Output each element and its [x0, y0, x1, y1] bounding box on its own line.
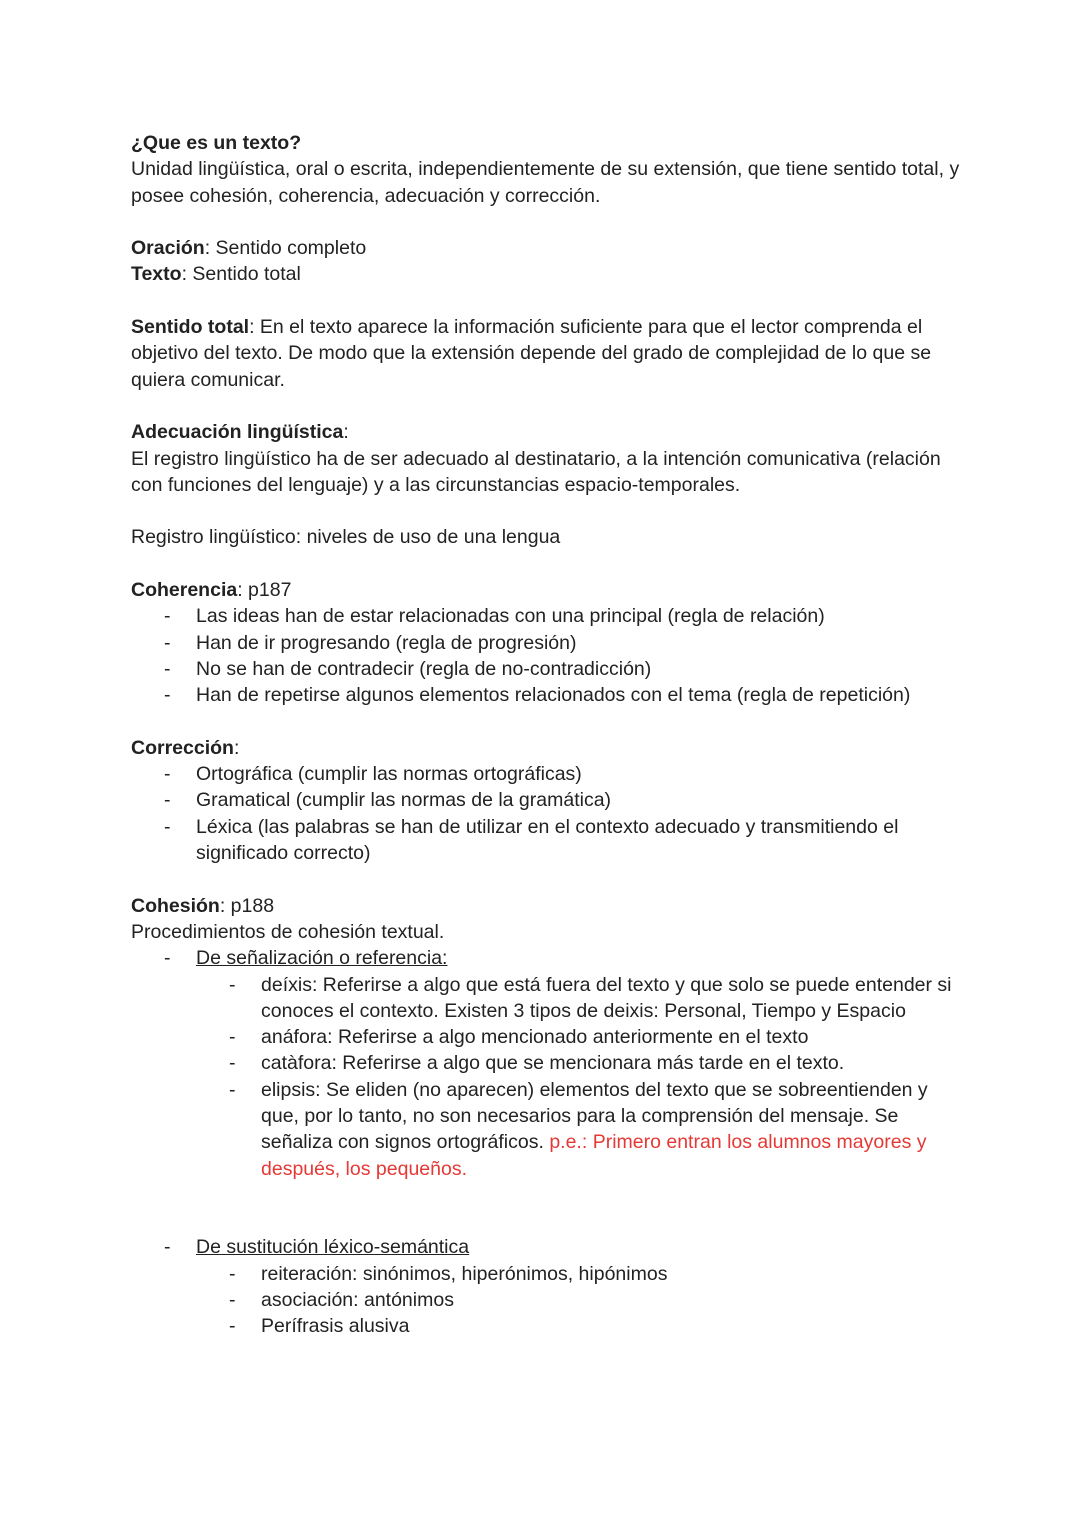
- list-item: [131, 656, 961, 682]
- dash-bullet: -: [229, 1052, 236, 1075]
- cohesion-list: [131, 945, 961, 1182]
- list-item: [196, 972, 961, 1025]
- correccion-colon: :: [233, 736, 240, 759]
- list-item-text: catàfora: Referirse a algo que se mencionara más tarde en el texto.: [261, 1052, 845, 1075]
- dash-bullet: -: [164, 631, 171, 654]
- sustitucion-list: [196, 1261, 961, 1340]
- dash-bullet: -: [164, 815, 171, 838]
- list-item-text: Han de ir progresando (regla de progresión): [196, 631, 577, 654]
- sentido-term: Sentido total: [131, 316, 250, 339]
- coherencia-list: [131, 603, 961, 708]
- adecuacion-colon: :: [343, 421, 349, 444]
- dash-bullet: -: [164, 1236, 171, 1259]
- section-title-texto: ¿Que es un texto?: [131, 132, 302, 154]
- list-item-text: asociación: antónimos: [261, 1289, 454, 1312]
- group-heading: De señalización o referencia:: [196, 947, 448, 970]
- dash-bullet: -: [229, 1262, 236, 1285]
- dash-bullet: -: [229, 973, 236, 996]
- list-item-elipsis: [196, 1077, 961, 1182]
- cohesion-def: : p188: [219, 894, 275, 917]
- adecuacion-text: El registro lingüístico ha de ser adecuado al destinatario, a la intención comunicativa (relación con funciones del lenguaje) y a las circunstancias espacio-temporales.: [131, 447, 941, 496]
- list-item-text: reiteración: sinónimos, hiperónimos, hipónimos: [261, 1262, 668, 1285]
- group-heading: De sustitución léxico-semántica: [196, 1236, 470, 1259]
- dash-bullet: -: [164, 684, 171, 707]
- correccion-list: [131, 761, 961, 866]
- list-item-text: Ortográfica (cumplir las normas ortográficas): [196, 763, 582, 786]
- list-item-text: Léxica (las palabras se han de utilizar en el contexto adecuado y transmitiendo el significado correcto): [196, 815, 899, 865]
- oracion-def: : Sentido completo: [204, 237, 367, 260]
- list-item: [131, 603, 961, 629]
- cohesion-group-senalizacion: [131, 945, 961, 1182]
- dash-bullet: -: [164, 657, 171, 680]
- dash-bullet: -: [229, 1289, 236, 1312]
- dash-bullet: -: [229, 1078, 236, 1101]
- cohesion-list-2: [131, 1234, 961, 1339]
- list-item: [131, 682, 961, 708]
- list-item: [196, 1313, 961, 1339]
- cohesion-group-sustitucion: [131, 1234, 961, 1339]
- dash-bullet: -: [164, 605, 171, 628]
- oracion-line: [131, 235, 961, 261]
- oracion-term: Oración: [131, 237, 205, 260]
- elipsis-text: elipsis: Se eliden (no aparecen) elementos del texto que se sobreentienden y que, por lo tanto, no son necesarios para la comprensión del mensaje. Se señaliza con signos ortográficos.: [261, 1078, 928, 1154]
- texto-term: Texto: [131, 263, 182, 286]
- coherencia-heading: [131, 577, 961, 603]
- list-item: [196, 1024, 961, 1050]
- list-item: [196, 1261, 961, 1287]
- list-item-text: Las ideas han de estar relacionadas con una principal (regla de relación): [196, 605, 825, 628]
- list-item: [131, 814, 961, 867]
- dash-bullet: -: [229, 1315, 236, 1338]
- list-item: [196, 1050, 961, 1076]
- list-item-text: Han de repetirse algunos elementos relacionados con el tema (regla de repetición): [196, 684, 911, 707]
- list-item-text: No se han de contradecir (regla de no-contradicción): [196, 657, 652, 680]
- adecuacion-heading: [131, 419, 961, 445]
- list-item: [131, 630, 961, 656]
- texto-definition: Unidad lingüística, oral o escrita, independientemente de su extensión, que tiene sentido total, y posee cohesión, coherencia, adecuación y corrección.: [131, 158, 960, 207]
- dash-bullet: -: [229, 1026, 236, 1049]
- list-item-text: anáfora: Referirse a algo mencionado anteriormente en el texto: [261, 1026, 809, 1049]
- elipsis-example: p.e.: Primero entran los alumnos mayores y después, los pequeños.: [261, 1131, 927, 1180]
- dash-bullet: -: [164, 789, 171, 812]
- correccion-term: Corrección: [131, 736, 234, 759]
- sentido-total-paragraph: [131, 314, 961, 393]
- document-content: [131, 130, 961, 1340]
- correccion-heading: [131, 735, 961, 761]
- list-item-text: deíxis: Referirse a algo que está fuera del texto y que solo se puede entender si conoces el contexto. Existen 3 tipos de deixis: Personal, Tiempo y Espacio: [261, 973, 952, 1022]
- list-item: [131, 787, 961, 813]
- registro-line: Registro lingüístico: niveles de uso de una lengua: [131, 526, 561, 549]
- dash-bullet: -: [164, 947, 171, 970]
- cohesion-heading: [131, 893, 961, 919]
- dash-bullet: -: [164, 763, 171, 786]
- adecuacion-term: Adecuación lingüística: [131, 421, 344, 444]
- senalizacion-list: [196, 972, 961, 1182]
- coherencia-def: : p187: [237, 579, 292, 602]
- list-item-text: Perífrasis alusiva: [261, 1315, 410, 1338]
- sentido-def: : En el texto aparece la información suficiente para que el lector comprenda el objetivo del texto. De modo que la extensión depende del grado de complejidad de lo que se quiera comunicar.: [131, 316, 932, 391]
- list-item: [131, 761, 961, 787]
- texto-def: : Sentido total: [181, 263, 301, 286]
- texto-line: [131, 261, 961, 287]
- coherencia-term: Coherencia: [131, 579, 238, 602]
- list-item: [196, 1287, 961, 1313]
- cohesion-intro: Procedimientos de cohesión textual.: [131, 920, 445, 943]
- cohesion-term: Cohesión: [131, 894, 220, 917]
- list-item-text: Gramatical (cumplir las normas de la gramática): [196, 789, 612, 812]
